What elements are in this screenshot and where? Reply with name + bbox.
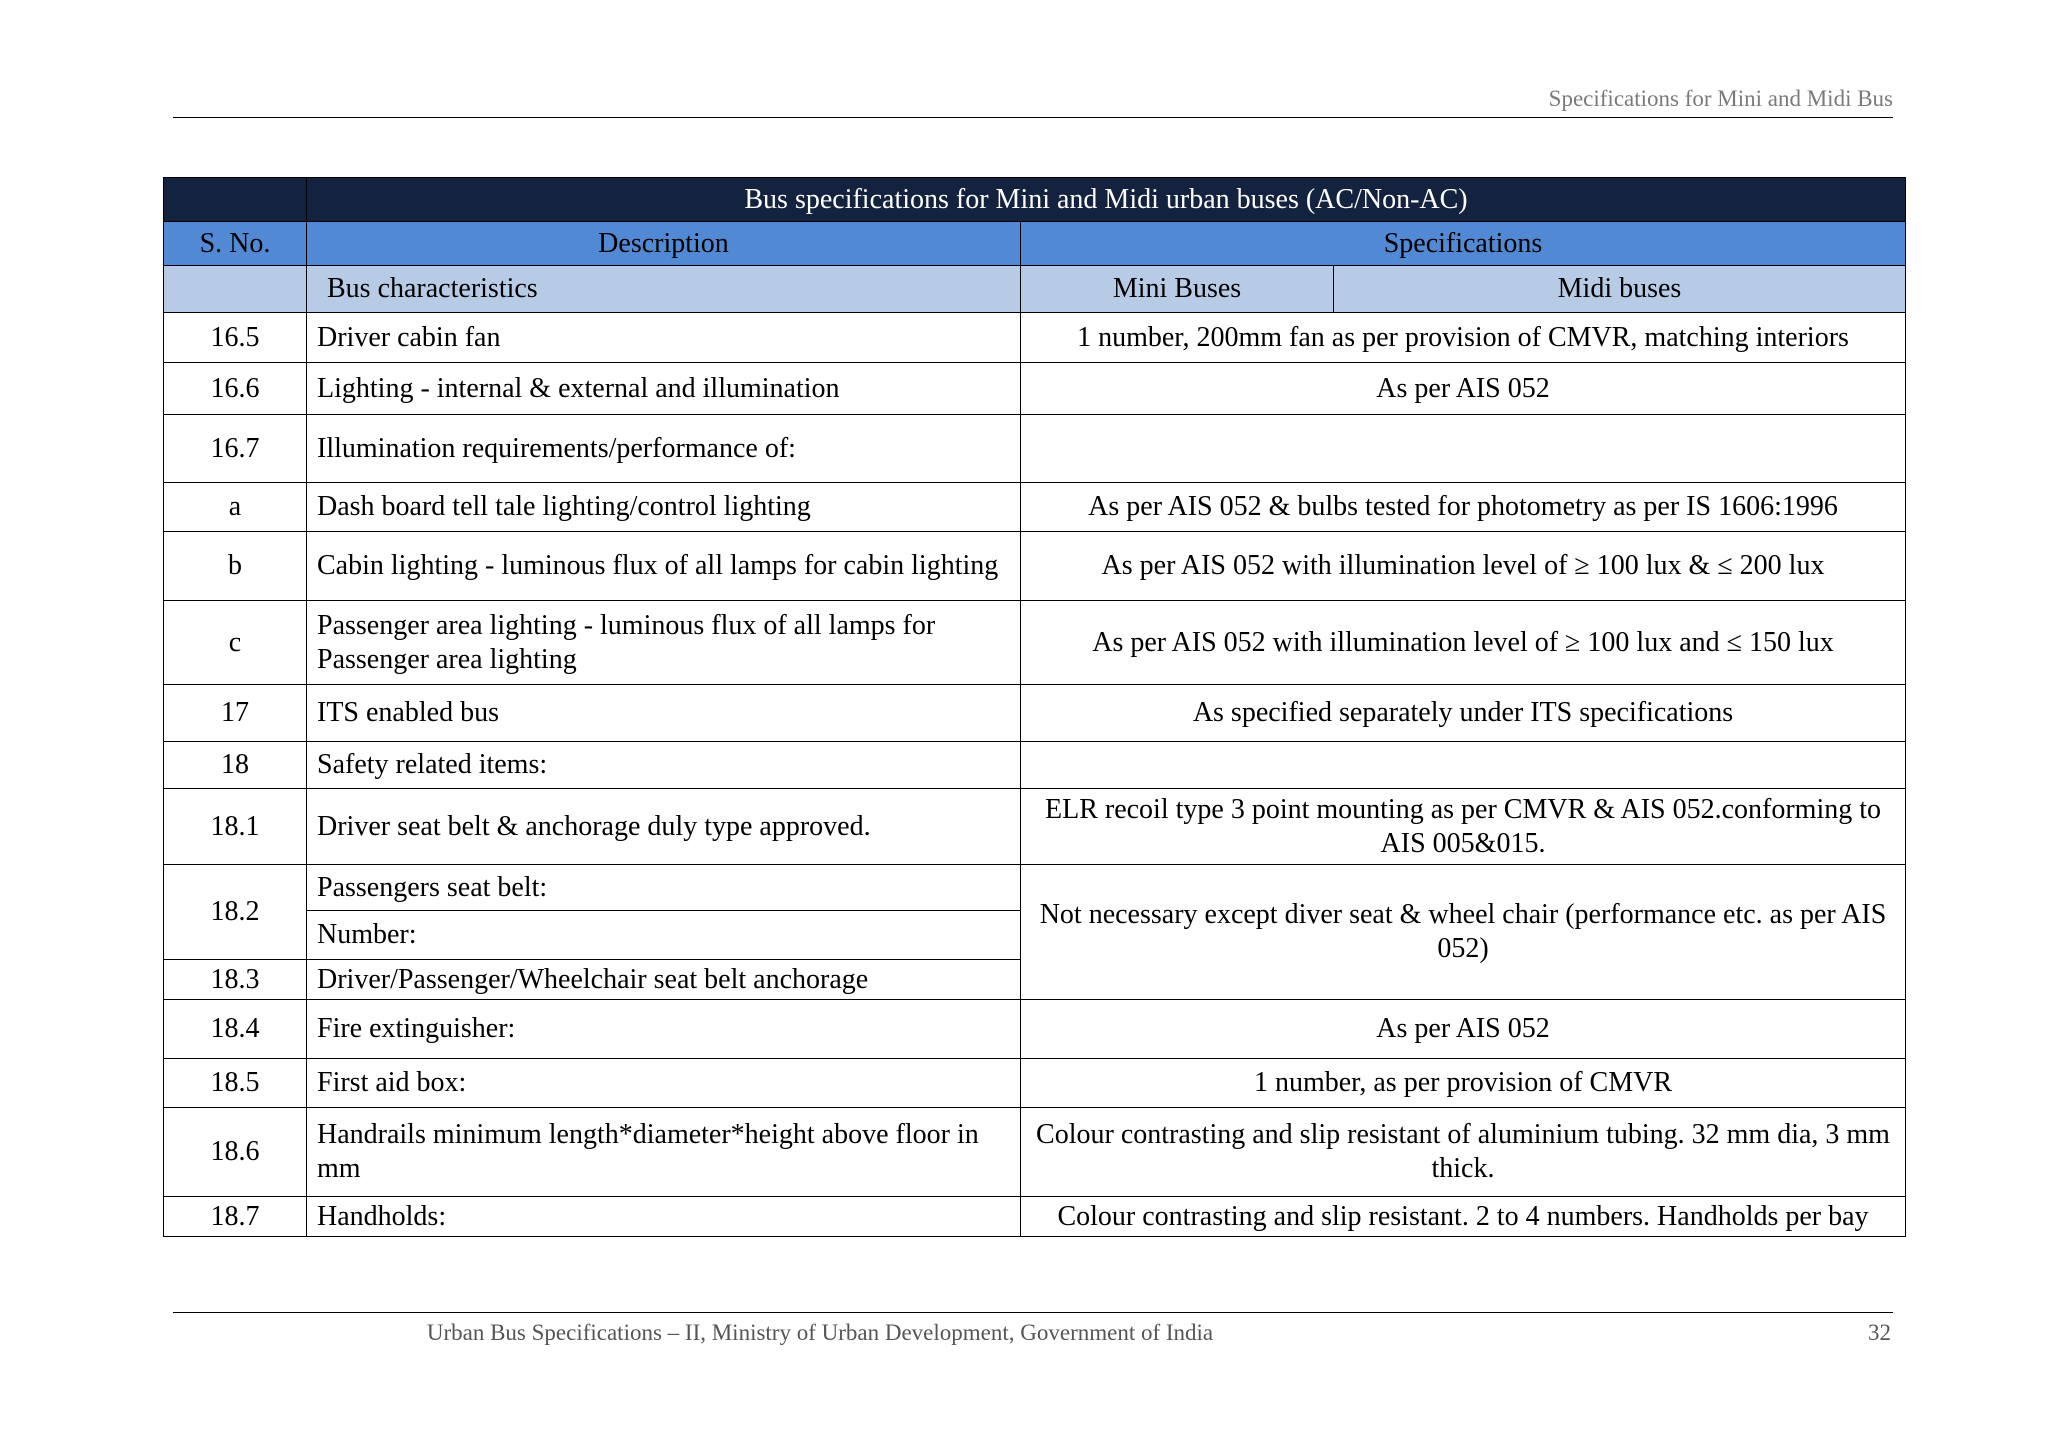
row-description: Dash board tell tale lighting/control lighting [307, 483, 1021, 532]
row-sno: 18.3 [164, 960, 307, 1000]
table-row [164, 865, 1906, 911]
row-sno: 16.6 [164, 363, 307, 415]
row-description: Number: [307, 911, 1021, 960]
row-description: Driver seat belt & anchorage duly type approved. [307, 789, 1021, 865]
row-description: Illumination requirements/performance of: [307, 415, 1021, 483]
row-description: Lighting - internal & external and illumination [307, 363, 1021, 415]
footer-text: Urban Bus Specifications – II, Ministry of Urban Development, Government of India [426, 1320, 1214, 1345]
row-description: Cabin lighting - luminous flux of all lamps for cabin lighting [307, 532, 1021, 601]
table-row [164, 415, 1906, 483]
table-title-row [164, 178, 1906, 222]
row-description: Passengers seat belt: [307, 865, 1021, 911]
page-number: 32 [1868, 1320, 1891, 1345]
row-sno: 18.7 [164, 1197, 307, 1237]
row-description: First aid box: [307, 1059, 1021, 1108]
row-specification: 1 number, 200mm fan as per provision of CMVR, matching interiors [1021, 313, 1906, 363]
row-description: Passenger area lighting - luminous flux of all lamps for Passenger area lighting [307, 601, 1021, 685]
row-specification: Colour contrasting and slip resistant of aluminium tubing. 32 mm dia, 3 mm thick. [1021, 1108, 1906, 1197]
row-sno: b [164, 532, 307, 601]
table-row [164, 313, 1906, 363]
row-specification: ELR recoil type 3 point mounting as per CMVR & AIS 052.conforming to AIS 005&015. [1021, 789, 1906, 865]
row-specification: As per AIS 052 & bulbs tested for photometry as per IS 1606:1996 [1021, 483, 1906, 532]
row-sno: 18.4 [164, 1000, 307, 1059]
row-specification: As specified separately under ITS specifications [1021, 685, 1906, 742]
table-row [164, 789, 1906, 865]
row-sno: c [164, 601, 307, 685]
table-title: Bus specifications for Mini and Midi urban buses (AC/Non-AC) [307, 178, 1906, 222]
row-description: Handrails minimum length*diameter*height above floor in mm [307, 1108, 1021, 1197]
row-sno: 18.6 [164, 1108, 307, 1197]
row-specification [1021, 415, 1906, 483]
row-description: Fire extinguisher: [307, 1000, 1021, 1059]
subheader-blank-cell [164, 266, 307, 313]
row-sno: 16.5 [164, 313, 307, 363]
row-specification [1021, 742, 1906, 789]
table-row [164, 483, 1906, 532]
col-header-description: Description [307, 222, 1021, 266]
row-specification: As per AIS 052 [1021, 363, 1906, 415]
row-specification: 1 number, as per provision of CMVR [1021, 1059, 1906, 1108]
table-row [164, 1108, 1906, 1197]
specifications-table [163, 177, 1906, 1237]
row-description: ITS enabled bus [307, 685, 1021, 742]
row-description: Handholds: [307, 1197, 1021, 1237]
row-specification: Colour contrasting and slip resistant. 2 to 4 numbers. Handholds per bay [1021, 1197, 1906, 1237]
row-sno: 16.7 [164, 415, 307, 483]
row-specification: As per AIS 052 with illumination level of ≥ 100 lux & ≤ 200 lux [1021, 532, 1906, 601]
row-specification: As per AIS 052 with illumination level of ≥ 100 lux and ≤ 150 lux [1021, 601, 1906, 685]
running-header: Specifications for Mini and Midi Bus [1548, 86, 1893, 111]
row-description: Safety related items: [307, 742, 1021, 789]
col-header-specifications: Specifications [1021, 222, 1906, 266]
footer-rule [173, 1312, 1893, 1313]
subheader-row [164, 266, 1906, 313]
column-header-row [164, 222, 1906, 266]
row-description: Driver cabin fan [307, 313, 1021, 363]
row-specification: As per AIS 052 [1021, 1000, 1906, 1059]
header-rule [173, 117, 1893, 118]
row-sno: a [164, 483, 307, 532]
subheader-mini-buses: Mini Buses [1021, 266, 1334, 313]
table-row [164, 1059, 1906, 1108]
row-sno: 18 [164, 742, 307, 789]
title-blank-cell [164, 178, 307, 222]
col-header-sno: S. No. [164, 222, 307, 266]
table-row [164, 532, 1906, 601]
row-sno: 18.5 [164, 1059, 307, 1108]
table-row [164, 363, 1906, 415]
table-row [164, 742, 1906, 789]
row-sno: 17 [164, 685, 307, 742]
table-row [164, 685, 1906, 742]
table-row [164, 601, 1906, 685]
table-row [164, 1197, 1906, 1237]
row-specification: Not necessary except diver seat & wheel chair (performance etc. as per AIS 052) [1021, 865, 1906, 1000]
row-sno: 18.1 [164, 789, 307, 865]
subheader-bus-characteristics: Bus characteristics [307, 266, 1021, 313]
row-sno: 18.2 [164, 865, 307, 960]
row-description: Driver/Passenger/Wheelchair seat belt anchorage [307, 960, 1021, 1000]
table-row [164, 1000, 1906, 1059]
subheader-midi-buses: Midi buses [1334, 266, 1906, 313]
